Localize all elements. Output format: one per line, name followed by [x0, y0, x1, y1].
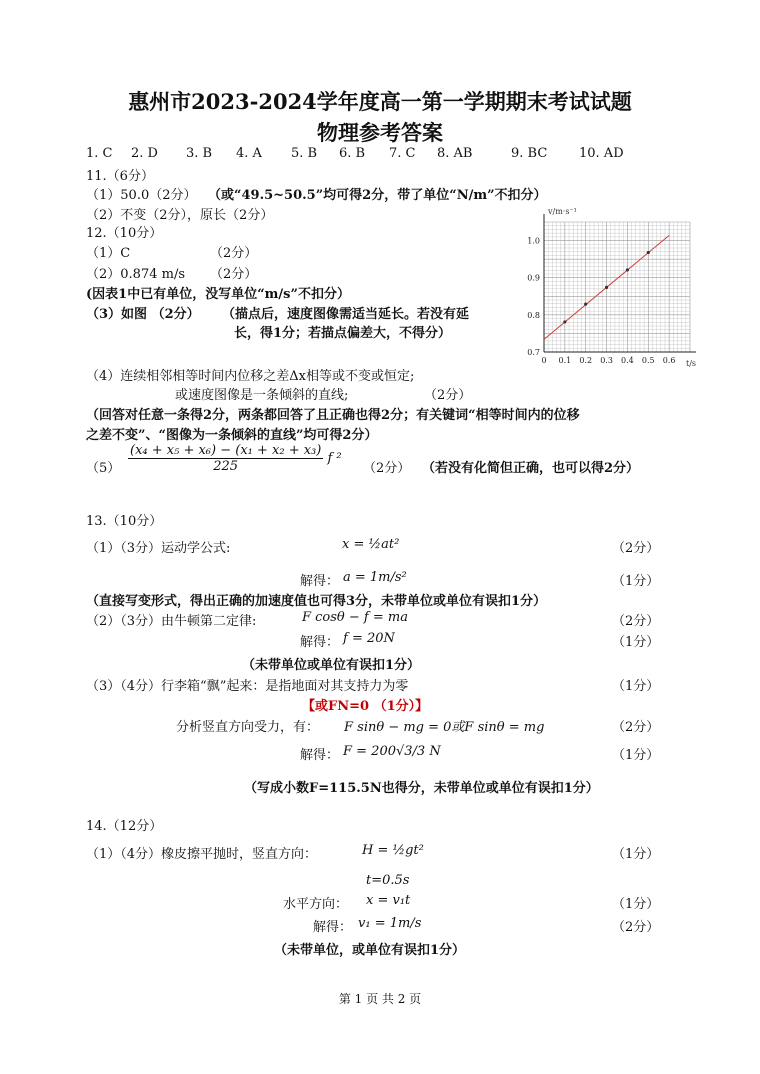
q14-p1-horizontal-score: （1分）: [612, 897, 660, 912]
q12-line4: （4）连续相邻相等时间内位移之差Δx相等或不变或恒定;: [86, 369, 415, 384]
q13-p3: （3）（4分）行李箱“飘”起来：是指地面对其支持力为零: [86, 679, 409, 694]
q13-p2-score: （2分）: [612, 614, 660, 629]
q13-p3-result: F = 200√3/3 N: [343, 744, 441, 759]
choice-10: 10. AD: [579, 146, 624, 161]
choice-3: 3. B: [186, 146, 213, 161]
choice-5: 5. B: [291, 146, 318, 161]
q14-p1-horizontal: 水平方向：: [283, 897, 349, 912]
chart-y-label: v/m·s⁻¹: [548, 207, 577, 216]
q13-p3-eq-score: （2分）: [612, 720, 660, 735]
q12-formula-numerator: (x₄ + x₅ + x₆) − (x₁ + x₂ + x₃): [130, 443, 322, 458]
choice-9: 9. BC: [511, 146, 548, 161]
q13-p1-eq: x = ½at²: [342, 537, 400, 552]
q12-line2-score: （2分）: [210, 267, 258, 282]
chart-x-tick-label: 0.1: [558, 356, 572, 365]
q14-p1-result-score: （2分）: [612, 920, 660, 935]
q13-p3-result-score: （1分）: [612, 748, 660, 763]
chart-ticks: [527, 237, 675, 365]
chart-y-tick-label: 0.9: [527, 273, 540, 283]
chart-y-tick-label: 1.0: [527, 236, 540, 246]
choice-2: 2. D: [131, 146, 158, 161]
q12-formula-f: f ²: [327, 451, 342, 466]
choice-4: 4. A: [236, 146, 262, 161]
q13-p3-analysis: 分析竖直方向受力，有：: [176, 720, 320, 735]
q12-line5-note: （若没有化简但正确，也可以得2分）: [422, 461, 640, 476]
q13-p3-eq: F sinθ − mg = 0或F sinθ = mg: [344, 720, 545, 735]
q14-p1-score: （1分）: [612, 847, 660, 862]
q12-line1-score: （2分）: [210, 246, 258, 261]
q14-head: 14.（12分）: [86, 819, 163, 834]
q14-p1-horizontal-eq: x = v₁t: [366, 893, 411, 908]
q13-p3-note: （写成小数F=115.5N也得分，未带单位或单位有误扣1分）: [244, 781, 599, 796]
chart-data-point: [605, 286, 608, 289]
q12-line3-note: （描点后，速度图像需适当延长。若没有延: [222, 307, 470, 322]
q12-line4-score: （2分）: [424, 388, 472, 403]
q12-head: 12.（10分）: [86, 226, 163, 241]
choice-8: 8. AB: [437, 146, 473, 161]
chart-x-tick-label: 0.3: [600, 356, 613, 365]
q12-line4-note: （回答对任意一条得2分，两条都回答了且正确也得2分；有关键词“相等时间内的位移: [86, 408, 580, 423]
q12-line4b: 或速度图像是一条倾斜的直线;: [175, 388, 349, 403]
q13-head: 13.（10分）: [86, 514, 163, 529]
q13-p1: （1）（3分）运动学公式:: [86, 541, 231, 556]
q13-p1-note: （直接写变形式，得出正确的加速度值也可得3分，未带单位或单位有误扣1分）: [86, 594, 547, 609]
q13-p1-result: a = 1m/s²: [343, 570, 407, 585]
q14-p1-note: （未带单位，或单位有误扣1分）: [274, 943, 466, 958]
q14-p1: （1）（4分）橡皮擦平抛时，竖直方向：: [86, 847, 318, 862]
q13-p2-result-score: （1分）: [612, 635, 660, 650]
chart-x-tick-label: 0.6: [662, 356, 676, 365]
q12-line3: （3）如图 （2分）: [86, 307, 200, 322]
chart-data-point: [626, 268, 629, 271]
velocity-time-chart: [514, 200, 704, 372]
chart-x-label: t/s: [686, 359, 697, 368]
q12-line3-note2: 长，得1分；若描点偏差大，不得分）: [234, 326, 452, 341]
q12-line1: （1）C: [86, 246, 131, 261]
q11-line2: （2）不变（2分），原长（2分）: [86, 208, 274, 223]
q12-line5-score: （2分）: [363, 461, 411, 476]
q12-formula-denominator: 225: [213, 459, 239, 474]
chart-data-point: [563, 320, 566, 323]
q14-p1-solve: 解得：: [313, 920, 353, 935]
choice-7: 7. C: [389, 146, 416, 161]
q14-p1-result: v₁ = 1m/s: [358, 916, 422, 931]
q12-formula: [128, 443, 342, 474]
chart-y-tick-label: 0.7: [527, 348, 540, 357]
q12-line2: （2）0.874 m/s: [86, 267, 185, 282]
chart-data-point: [647, 251, 650, 254]
q13-p1-score: （2分）: [612, 541, 660, 556]
page-footer: 第 1 页 共 2 页: [338, 992, 422, 1006]
q13-p2-solve: 解得：: [300, 635, 340, 650]
page-title: 惠州市2023-2024学年度高一第一学期期末考试试题: [128, 89, 632, 114]
q11-line1-note: （或“49.5~50.5”均可得2分，带了单位“N/m”不扣分）: [208, 188, 547, 203]
q13-p2-result: f = 20N: [343, 631, 395, 646]
q13-p2-eq: F cosθ − f = ma: [302, 610, 408, 625]
chart-x-tick-label: 0.2: [579, 356, 593, 365]
q13-p1-result-score: （1分）: [612, 574, 660, 589]
choice-1: 1. C: [86, 146, 113, 161]
q13-p2: （2）（3分）由牛顿第二定律:: [86, 614, 257, 629]
q13-p3-solve: 解得：: [300, 748, 340, 763]
chart-data-point: [584, 302, 587, 305]
chart-x-tick-label: 0.5: [641, 356, 655, 365]
chart-y-tick-label: 0.8: [527, 310, 540, 320]
q13-p2-note: （未带单位或单位有误扣1分）: [242, 658, 421, 673]
q14-p1-eq: H = ½gt²: [362, 843, 424, 858]
q12-unit-note: (因表1中已有单位，没写单位“m/s”不扣分）: [86, 287, 350, 302]
q12-line5-label: （5）: [86, 461, 121, 476]
chart-x-tick-label: 0.4: [621, 356, 634, 365]
q13-p3-alt: 【或FN=0 （1分）】: [302, 699, 429, 714]
chart-grid: [544, 222, 690, 352]
q11-line1: （1）50.0（2分）: [86, 188, 197, 203]
choice-6: 6. B: [339, 146, 366, 161]
q12-line4-note2: 之差不变”、“图像为一条倾斜的直线”均可得2分）: [86, 428, 378, 443]
q14-p1-time: t=0.5s: [366, 873, 410, 888]
chart-x-tick-label: 0: [541, 356, 547, 365]
q13-p1-solve: 解得：: [300, 574, 340, 589]
q13-p3-score: （1分）: [612, 679, 660, 694]
page-subtitle: 物理参考答案: [317, 120, 443, 145]
q11-head: 11.（6分）: [86, 169, 154, 184]
